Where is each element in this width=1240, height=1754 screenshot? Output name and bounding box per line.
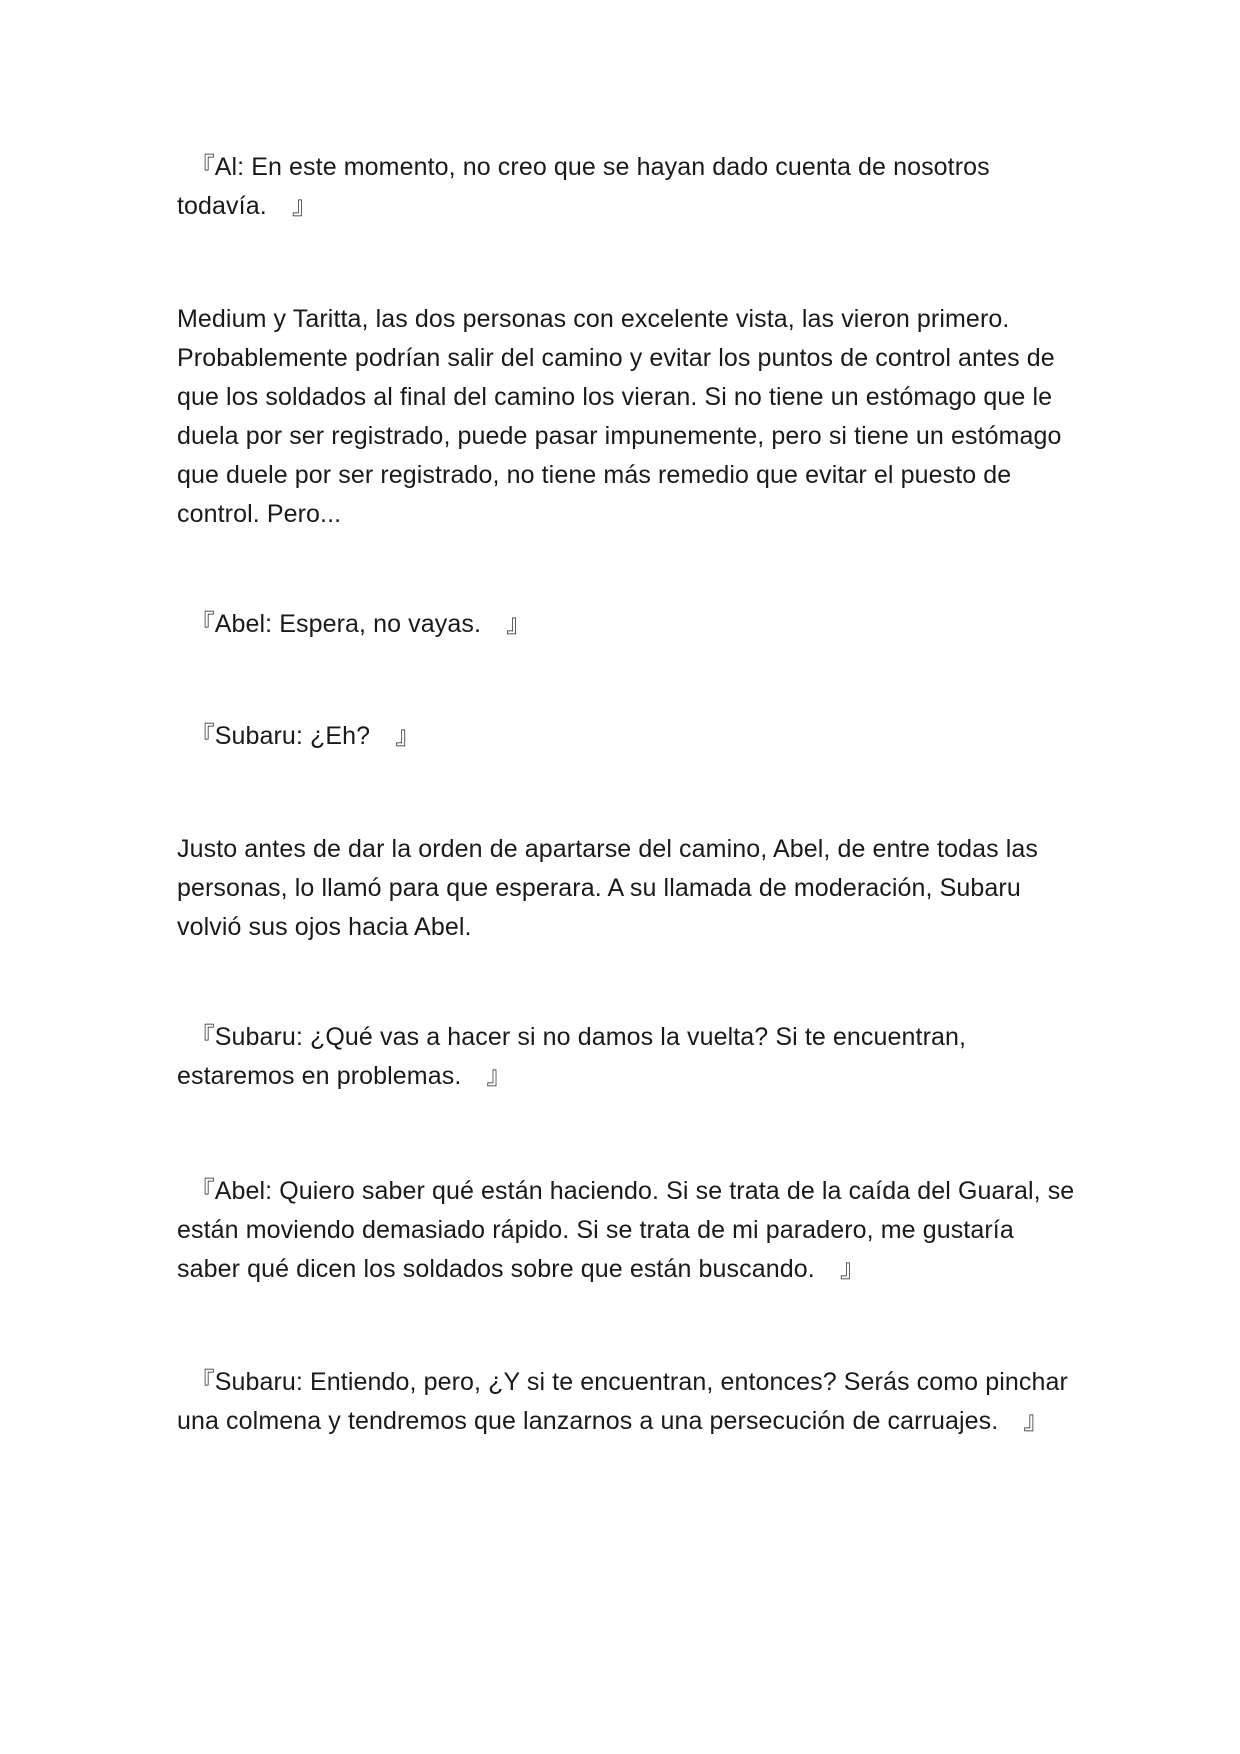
dialogue-abel-1: 『Abel: Espera, no vayas. 』 (177, 610, 532, 638)
dialogue-abel-2: 『Abel: Quiero saber qué están haciendo. Si se trata de la caída del Guaral, se están moviendo demasiado rápido. Si se trata de mi paradero, me gustaría saber qué dicen los soldados sobre que están buscando. 』 (177, 1177, 1075, 1283)
dialogue-subaru-2: 『Subaru: ¿Qué vas a hacer si no damos la vuelta? Si te encuentran, estaremos en problemas. 』 (177, 1023, 967, 1090)
narration-paragraph-1: Medium y Taritta, las dos personas con excelente vista, las vieron primero. Probablemente podrían salir del camino y evitar los puntos de control antes de que los soldados al final del camino los vieran. Si no tiene un estómago que le duela por ser registrado, puede pasar impunemente, pero si tiene un estómago que duele por ser registrado, no tiene más remedio que evitar el puesto de control. Pero... (177, 305, 1062, 528)
dialogue-subaru-3: 『Subaru: Entiendo, pero, ¿Y si te encuentran, entonces? Serás como pinchar una colmena y tendremos que lanzarnos a una persecución de carruajes. 』 (177, 1368, 1068, 1435)
narration-paragraph-2: Justo antes de dar la orden de apartarse del camino, Abel, de entre todas las personas, lo llamó para que esperara. A su llamada de moderación, Subaru volvió sus ojos hacia Abel. (177, 835, 1039, 941)
dialogue-al-1: 『Al: En este momento, no creo que se hayan dado cuenta de nosotros todavía. 』 (177, 153, 990, 220)
dialogue-subaru-1: 『Subaru: ¿Eh? 』 (177, 722, 421, 750)
